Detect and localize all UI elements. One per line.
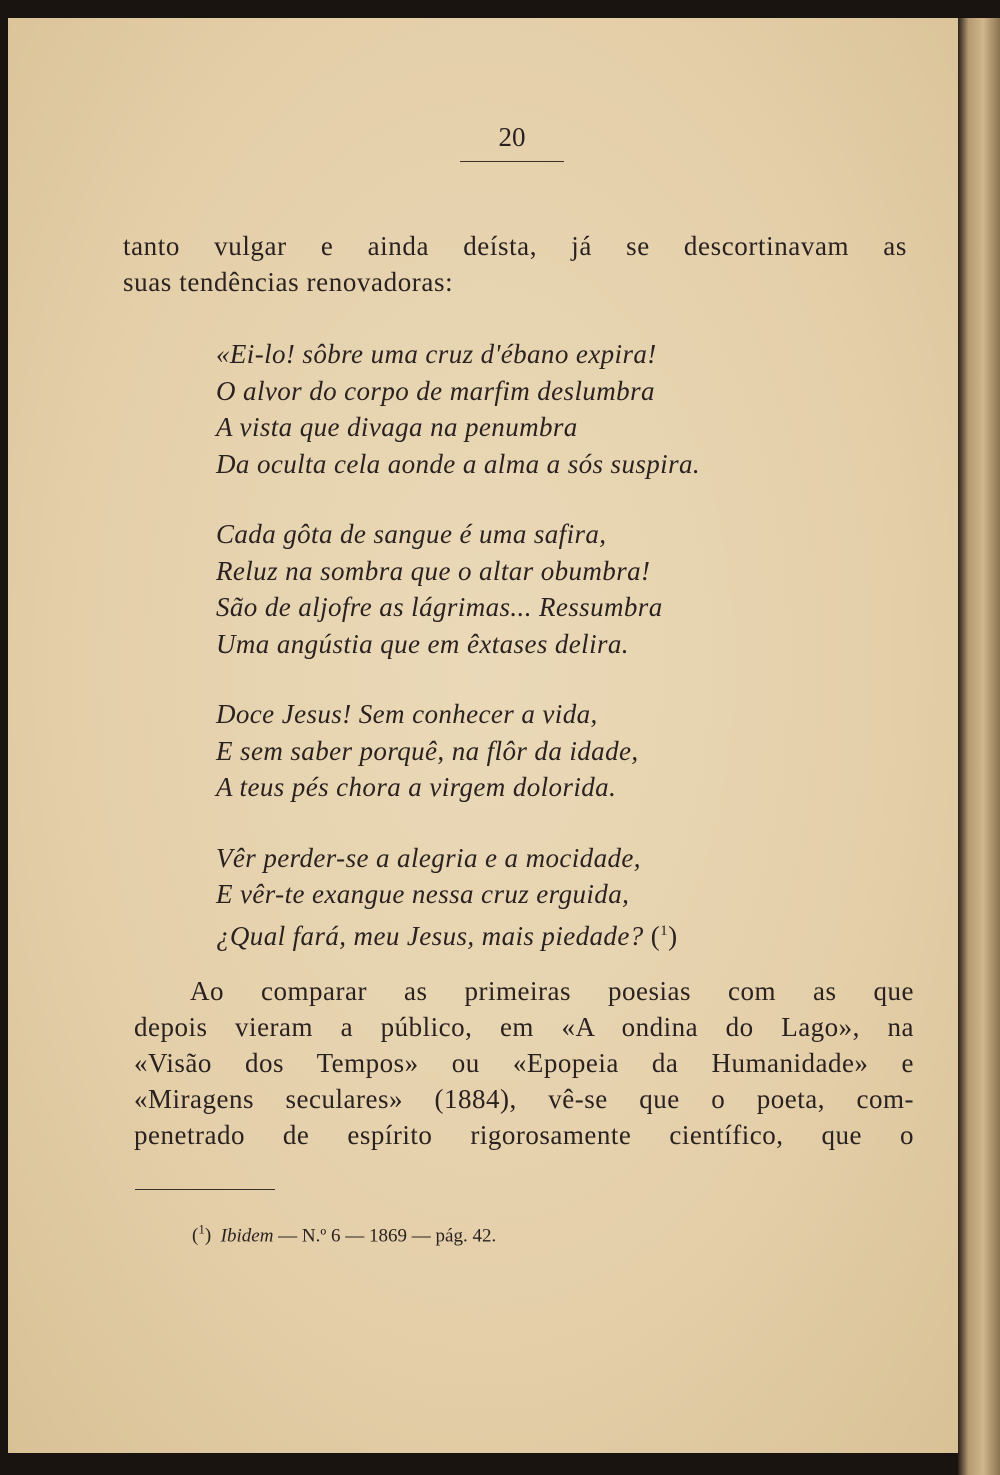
poem-line: A teus pés chora a virgem dolorida. xyxy=(216,772,617,802)
poem xyxy=(216,336,836,988)
poem-line: Uma angústia que em êxtases delira. xyxy=(216,628,629,659)
poem-line: «Ei-lo! sôbre uma cruz d'ébano expira! xyxy=(216,339,657,369)
body-paragraph xyxy=(134,973,914,1153)
paragraph-line: depois vieram a público, em «A ondina do Lago», na xyxy=(134,1012,914,1042)
poem-stanza xyxy=(216,696,836,806)
intro-line: tanto vulgar e ainda deísta, já se descortinavam as xyxy=(123,231,907,261)
page-edge xyxy=(958,18,1000,1475)
footnote-details: — N.º 6 — 1869 — pág. 42. xyxy=(273,1225,497,1247)
poem-line: E sem saber porquê, na flôr da idade, xyxy=(216,735,639,766)
footnote-mark: ($^1$) xyxy=(192,1222,212,1247)
page-number: 20 xyxy=(498,122,526,152)
poem-line: Da oculta cela aonde a alma a sós suspira. xyxy=(216,448,701,479)
poem-line-with-footnote xyxy=(216,913,836,955)
footnote-source: Ibidem xyxy=(220,1225,274,1247)
poem-stanza xyxy=(216,336,836,482)
footnote-rule xyxy=(135,1189,275,1190)
paragraph-line: Ao comparar as primeiras poesias com as que xyxy=(190,976,914,1006)
footnote xyxy=(192,1222,712,1247)
paragraph-line: «Miragens seculares» (1884), vê-se que o poeta, com- xyxy=(134,1084,914,1114)
poem-line: A vista que divaga na penumbra xyxy=(216,412,578,442)
poem-line: Cada gôta de sangue é uma safira, xyxy=(216,519,607,549)
poem-line: E vêr-te exangue nessa cruz erguida, xyxy=(216,879,630,909)
paragraph-line: «Visão dos Tempos» ou «Epopeia da Humanidade» e xyxy=(134,1048,914,1078)
intro-paragraph xyxy=(123,228,907,300)
poem-line: Doce Jesus! Sem conhecer a vida, xyxy=(216,699,598,729)
poem-line: Reluz na sombra que o altar obumbra! xyxy=(216,555,651,586)
footnote-reference[interactable]: ($^1$) xyxy=(643,920,678,951)
poem-line: ¿Qual fará, meu Jesus, mais piedade? xyxy=(216,920,644,951)
poem-stanza xyxy=(216,840,836,955)
paragraph-line: penetrado de espírito rigorosamente científico, que o xyxy=(134,1120,914,1150)
intro-line: suas tendências renovadoras: xyxy=(123,267,454,297)
page-number-rule xyxy=(460,161,564,162)
poem-line: O alvor do corpo de marfim deslumbra xyxy=(216,375,655,406)
poem-stanza xyxy=(216,516,836,662)
poem-line: São de aljofre as lágrimas... Ressumbra xyxy=(216,592,663,622)
poem-line: Vêr perder-se a alegria e a mocidade, xyxy=(216,842,641,873)
